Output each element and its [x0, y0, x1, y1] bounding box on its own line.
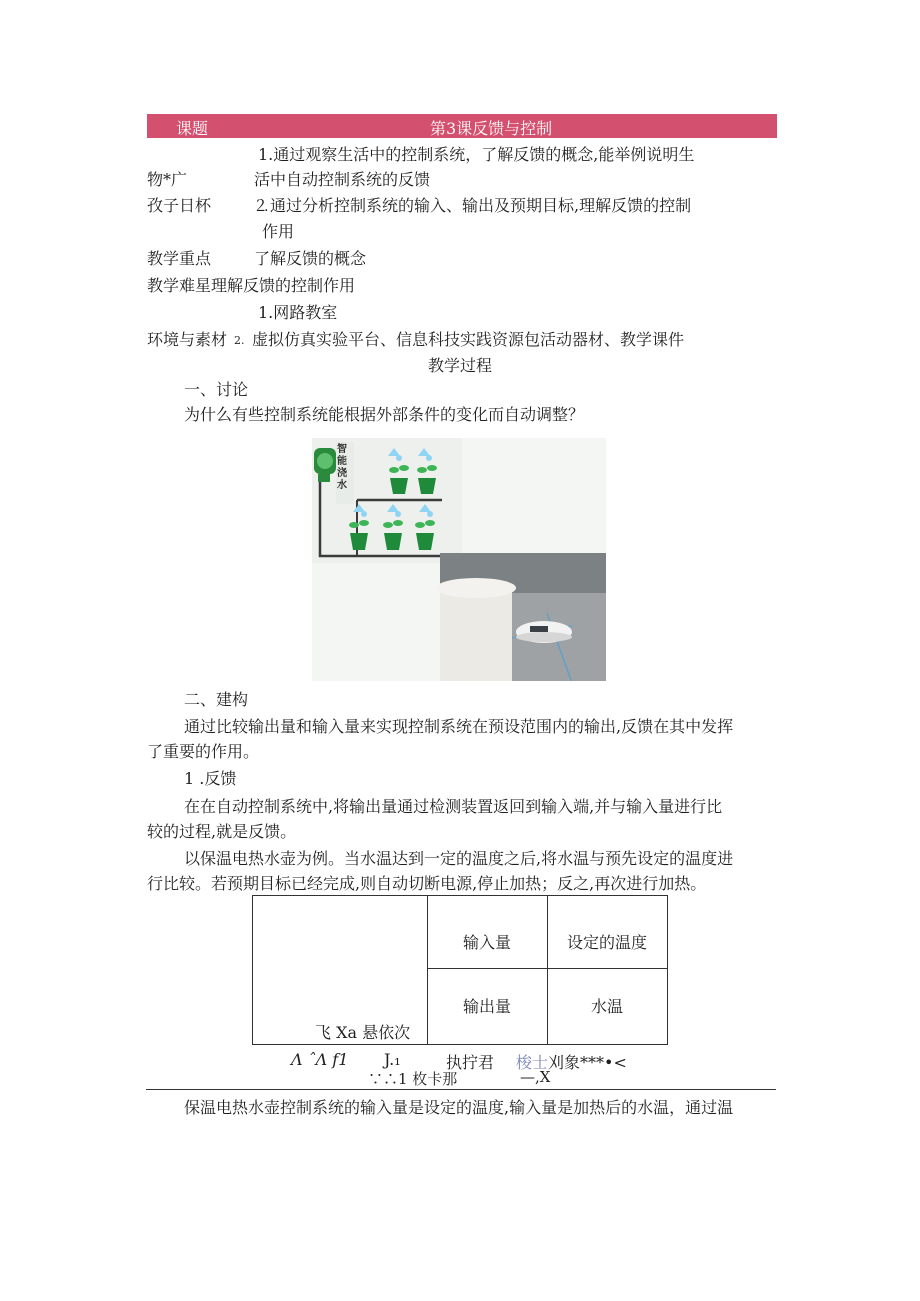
construct-p1-line1: 通过比较输出量和输入量来实现控制系统在预设范围内的输出,反馈在其中发挥 [184, 717, 734, 736]
diagram-fragment-b: J.₁ [384, 1050, 401, 1069]
objective-line-4: 作用 [262, 222, 295, 241]
objective-label-1: 物*广 [147, 170, 188, 189]
difficulty-text: 教学难星理解反馈的控制作用 [147, 276, 356, 295]
sign-char: 智 [337, 444, 347, 455]
last-paragraph: 保温电热水壶控制系统的输入量是设定的温度,输入量是加热后的水温，通过温 [184, 1098, 734, 1117]
table-output-label: 输出量 [462, 997, 511, 1016]
environment-item-1: 1.网路教室 [258, 303, 338, 322]
environment-item-2: 虚拟仿真实验平台、信息科技实践资源包活动器材、教学课件 [252, 330, 685, 349]
separator-line [146, 1089, 776, 1090]
diagram-fragment-a: Λ ˆΛ f1 [291, 1050, 349, 1069]
diagram-fragment-g: —,X [520, 1068, 551, 1086]
discussion-heading: 一、讨论 [184, 380, 249, 399]
environment-item-2-prefix: 2. [234, 334, 245, 347]
process-title: 教学过程 [427, 356, 492, 375]
table-input-value: 设定的温度 [566, 933, 647, 952]
table-col-divider-2 [547, 896, 667, 1044]
watering-sign-text [337, 444, 351, 492]
construct-p3-line2: 行比较。若预期目标已经完成,则自动切断电源,停止加热；反之,再次进行加热。 [147, 874, 707, 893]
key-point-label: 教学重点 [147, 249, 212, 268]
table-col-divider-1 [427, 896, 547, 1044]
table-input-label: 输入量 [462, 933, 511, 952]
sign-char: 水 [337, 480, 347, 491]
construct-p2-line1: 在在自动控制系统中,将输出量通过检测装置返回到输入端,并与输入量进行比 [184, 797, 723, 816]
construct-p1-line2: 了重要的作用。 [147, 742, 260, 761]
construct-p2-line2: 较的过程,就是反馈。 [147, 822, 297, 841]
objective-line-3: ⒉通过分析控制系统的输入、输出及预期目标,理解反馈的控制 [254, 196, 692, 215]
construct-p3-line1: 以保温电热水壶为例。当水温达到一定的温度之后,将水温与预先设定的温度进 [184, 849, 734, 868]
diagram-fragment-f: ∵∴1 枚卡那 [368, 1070, 458, 1088]
discussion-question: 为什么有些控制系统能根据外部条件的变化而自动调整？ [184, 405, 585, 424]
diagram-fragment-c: 执拧君 [446, 1053, 495, 1072]
smart-watering-diagram [312, 438, 606, 681]
lesson-title: 第3课反馈与控制 [430, 119, 553, 138]
table-left-text: 飞 Xa 悬依次 [315, 1023, 411, 1042]
key-point-text: 了解反馈的概念 [254, 249, 367, 268]
objective-line-2: 活中自动控制系统的反馈 [254, 170, 431, 189]
header-label: 课题 [176, 119, 209, 138]
diagram-fragment-d: 梭士 [516, 1053, 549, 1072]
sign-char: 能 [337, 456, 347, 467]
subheading-feedback: 1 .反馈 [184, 769, 237, 788]
table-output-value: 水温 [590, 997, 623, 1016]
illustration [312, 438, 606, 681]
diagram-fragment-e: 刈象***•< [548, 1053, 627, 1072]
objective-label-2: 孜子日杯 [147, 196, 212, 215]
objective-line-1: 1.通过观察生活中的控制系统，了解反馈的概念,能举例说明生 [258, 145, 695, 164]
table-row-divider [427, 968, 667, 969]
sign-char: 浇 [337, 468, 347, 479]
construct-heading: 二、建构 [184, 690, 249, 709]
io-table [252, 895, 668, 1045]
environment-label: 环境与素材 [147, 330, 228, 349]
